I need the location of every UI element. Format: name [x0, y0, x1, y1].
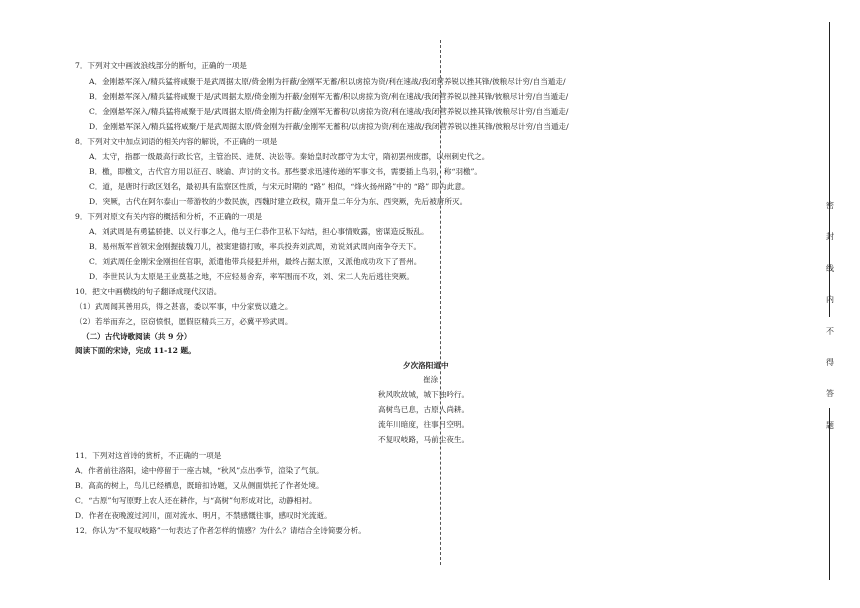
seal-char: 线 — [826, 263, 834, 273]
question-8-option-c: C．道，是唐时行政区划名，最初具有监察区性质，与宋元时期的 “路” 相似，“烽火扬州路”中的 “路” 即为此意。 — [89, 182, 470, 191]
seal-char: 不 — [826, 326, 834, 336]
poem-author: 崔涂 — [423, 375, 439, 384]
question-11-stem: 11．下列对这首诗的赏析，不正确的一项是 — [75, 451, 222, 460]
question-11-option-c: C．“古原”句写原野上农人还在耕作，与“高树”句形成对比，动静相衬。 — [75, 496, 317, 505]
question-8-option-a: A．太守，指郡一级最高行政长官，主管治民、进贤、决讼等。秦始皇时改郡守为太守，隋初罢州废郡，以州刺史代之。 — [89, 152, 490, 161]
question-7-option-b: B．金刚悬军深入/精兵猛将咸聚于是/武周据太原/倚金刚为扞蔽/金刚军无蓄/积以虏掠为资/利在速战/我闭营养锐以挫其锋/彼粮尽计穷/自当遁走/ — [89, 92, 569, 101]
seal-char: 密 — [826, 201, 834, 210]
poem-line: 高树鸟已息，古原人尚耕。 — [378, 405, 470, 414]
question-8-stem: 8．下列对文中加点词语的相关内容的解说，不正确的一项是 — [75, 137, 278, 146]
question-7-option-d: D．金刚悬军深入/精兵猛将咸聚/于是武周据太原/倚金刚为扞蔽/金刚军无蓄积/以虏掠为资/利在速战/我闭营养锐以挫其锋/彼粮尽计穷/自当遁走/ — [89, 122, 569, 131]
question-8-option-b: B．檄，即檄文，古代官方用以征召、晓谕、声讨的文书。那些要求迅速传递的军事文书，需要插上鸟羽，称“羽檄”。 — [89, 167, 483, 176]
seal-char: 题 — [826, 420, 834, 430]
seal-line-notice — [817, 200, 843, 451]
poem-line: 流年川暗度，往事月空明。 — [378, 420, 470, 429]
seal-char: 封 — [826, 232, 834, 242]
section-heading: （二）古代诗歌阅读（共 9 分） — [82, 332, 192, 341]
section-instruction: 阅读下面的宋诗，完成 11-12 题。 — [75, 346, 196, 355]
question-9-option-b: B．易州叛军首领宋金刚握拔魏刀儿，被窦建德打败，率兵投奔刘武周，劝说刘武周向南争夺天下。 — [89, 242, 422, 251]
seal-char: 得 — [826, 357, 834, 367]
question-9-option-c: C．刘武周任金刚宋金刚担任官职，派遣他带兵侵犯并州，最终占据太原，又派他成功攻下了晋州。 — [89, 257, 422, 266]
question-9-option-d: D．李世民认为太原是王业奠基之地，不应轻易舍弃，率军围而不攻，刘、宋二人先后逃往突厥。 — [89, 272, 415, 281]
seal-char: 内 — [826, 295, 834, 305]
poem-line: 不复叹岐路，马前尘夜生。 — [378, 435, 470, 444]
question-9-stem: 9．下列对原文有关内容的概括和分析，不正确的一项是 — [75, 212, 263, 221]
question-11-option-d: D．作者在夜晚渡过河川，面对流水、明月，不禁感慨往事，感叹时光流逝。 — [75, 511, 332, 520]
seal-char: 答 — [826, 389, 834, 399]
question-7-stem: 7．下列对文中画波浪线部分的断句，正确的一项是 — [75, 61, 247, 70]
question-10-stem: 10．把文中画横线的句子翻译成现代汉语。 — [75, 287, 222, 296]
question-10-sentence-1: （1）武周闻其善用兵，得之甚喜，委以军事，中分家赀以遗之。 — [75, 302, 293, 311]
question-8-option-d: D．突厥，古代在阿尔泰山一带游牧的少数民族，西魏时建立政权，隋开皇二年分为东、西突厥，先后被唐所灭。 — [89, 197, 468, 206]
center-divider — [440, 40, 441, 565]
question-9-option-a: A．刘武周是有勇猛骄捷、以义行事之人，他与王仁恭作卫私下勾结，担心事情败露，密谋造反叛乱。 — [89, 227, 429, 236]
question-12-stem: 12．你认为“不复叹岐路”一句表达了作者怎样的情感？为什么？请结合全诗简要分析。 — [75, 526, 366, 535]
poem-line: 秋风吹故城，城下独吟行。 — [378, 390, 470, 399]
question-10-sentence-2: （2）若举而弃之，臣窃愤恨，愿假臣精兵三万，必冀平殄武周。 — [75, 317, 293, 326]
poem-title: 夕次洛阳道中 — [403, 361, 449, 370]
question-11-option-a: A．作者前往洛阳，途中停留于一座古城，“秋风”点出季节，渲染了气氛。 — [75, 466, 324, 475]
question-7-option-c: C．金刚悬军深入/精兵猛将咸聚于是/武周据太原/倚金刚为扞蔽/金刚军无蓄积/以虏掠为资/利在速战/我闭营养锐以挫其锋/彼粮尽计穷/自当遁走/ — [89, 107, 569, 116]
question-11-option-b: B．高高的树上，鸟儿已经栖息，既暗扣诗题，又从侧面烘托了作者处境。 — [75, 481, 324, 490]
question-7-option-a: A．金刚悬军深入/精兵猛将咸聚于是武周据太原/倚金刚为扞蔽/金刚军无蓄/积以虏掠为资/利在速战/我闭营养锐以挫其锋/彼粮尽计穷/自当遁走/ — [89, 77, 566, 86]
